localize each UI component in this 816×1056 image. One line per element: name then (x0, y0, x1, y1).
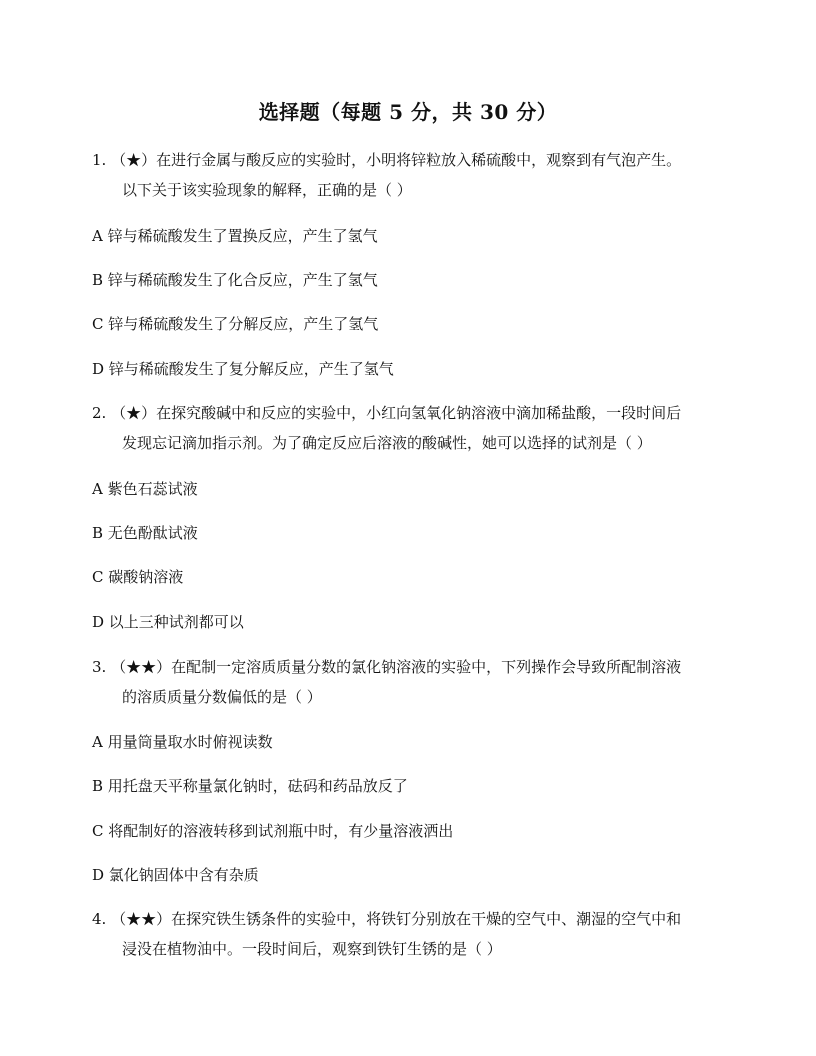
question-3-option-c: C 将配制好的溶液转移到试剂瓶中时，有少量溶液洒出 (92, 822, 454, 840)
question-2-stem-line1: 2. （★）在探究酸碱中和反应的实验中，小红向氢氧化钠溶液中滴加稀盐酸，一段时间后 (92, 404, 682, 422)
question-2-option-a: A 紫色石蕊试液 (92, 480, 198, 498)
question-3-option-a: A 用量筒量取水时俯视读数 (92, 733, 273, 751)
section-title: 选择题（每题 5 分，共 30 分） (258, 100, 558, 124)
question-2 (92, 398, 732, 458)
question-2-option-b: B 无色酚酞试液 (92, 524, 198, 542)
question-3-stem-line1: 3. （★★）在配制一定溶质质量分数的氯化钠溶液的实验中，下列操作会导致所配制溶液 (92, 658, 682, 676)
question-3-stem-line2: 的溶质质量分数偏低的是（ ） (122, 688, 322, 706)
question-4 (92, 904, 732, 964)
question-1-stem-line2: 以下关于该实验现象的解释，正确的是（ ） (122, 181, 412, 199)
question-2-option-d: D 以上三种试剂都可以 (92, 613, 244, 631)
question-1 (92, 145, 732, 205)
question-3 (92, 652, 732, 712)
question-3-option-d: D 氯化钠固体中含有杂质 (92, 866, 259, 884)
question-4-stem-line1: 4. （★★）在探究铁生锈条件的实验中，将铁钉分别放在干燥的空气中、潮湿的空气中和 (92, 910, 682, 928)
question-1-stem-line1: 1. （★）在进行金属与酸反应的实验时，小明将锌粒放入稀硫酸中，观察到有气泡产生。 (92, 151, 682, 169)
question-2-stem-line2: 发现忘记滴加指示剂。为了确定反应后溶液的酸碱性，她可以选择的试剂是（ ） (122, 434, 652, 452)
question-2-option-c: C 碳酸钠溶液 (92, 568, 184, 586)
question-4-stem-line2: 浸没在植物油中。一段时间后，观察到铁钉生锈的是（ ） (122, 940, 502, 958)
question-1-option-a: A 锌与稀硫酸发生了置换反应，产生了氢气 (92, 227, 378, 245)
question-1-option-d: D 锌与稀硫酸发生了复分解反应，产生了氢气 (92, 360, 394, 378)
question-1-option-b: B 锌与稀硫酸发生了化合反应，产生了氢气 (92, 271, 378, 289)
question-1-option-c: C 锌与稀硫酸发生了分解反应，产生了氢气 (92, 315, 379, 333)
question-3-option-b: B 用托盘天平称量氯化钠时，砝码和药品放反了 (92, 777, 408, 795)
